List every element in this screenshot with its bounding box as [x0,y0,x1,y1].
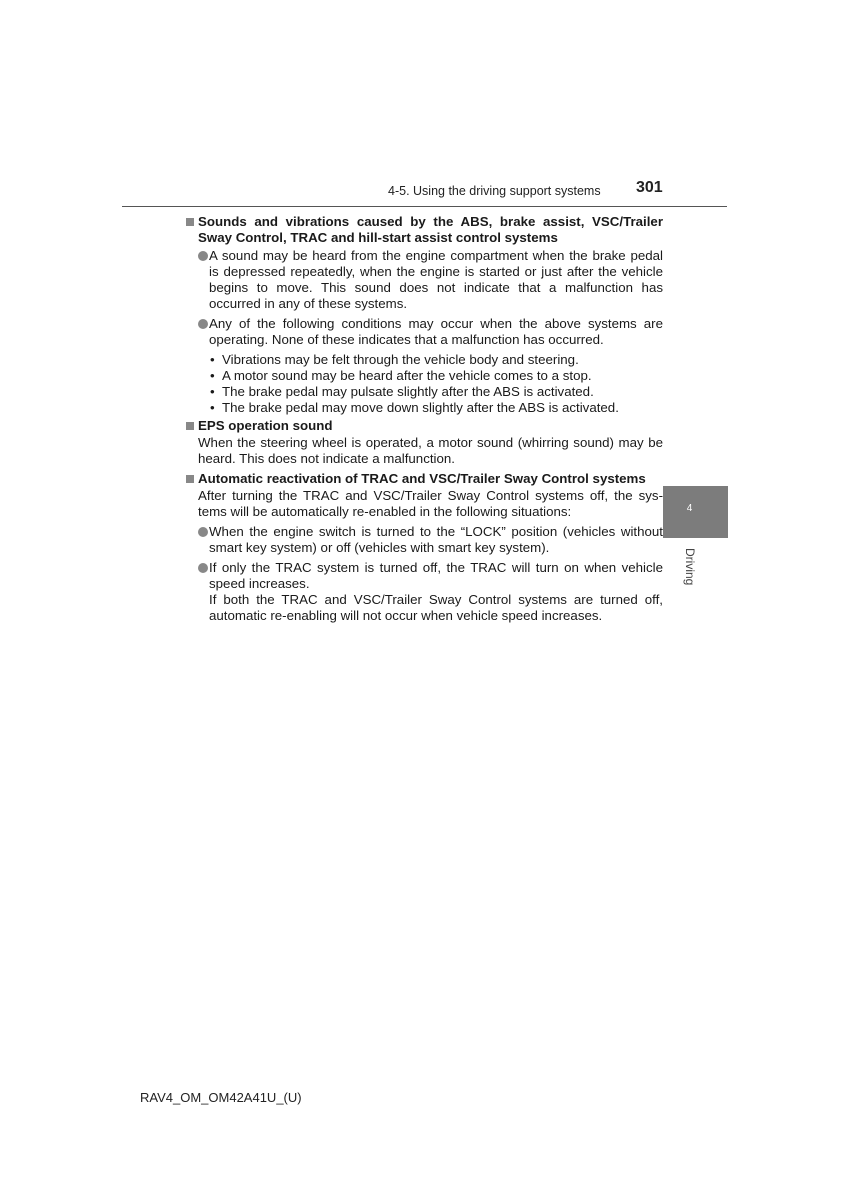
section-paragraph: After turning the TRAC and VSC/Trailer Sway Control systems off, the sys-tems will be automatically re-enabled in the following situations: [198,488,663,519]
dot-bullet-icon: • [210,400,215,415]
circle-bullet-icon [198,251,208,261]
page-number: 301 [636,179,663,196]
item-text: If only the TRAC system is turned off, the TRAC will turn on when vehicle speed increases. [209,560,663,591]
sub-bullet-item: • The brake pedal may pulsate slightly after the ABS is activated. [210,384,594,399]
sub-bullet-item: • A motor sound may be heard after the vehicle comes to a stop. [210,368,592,383]
square-bullet-icon [186,475,194,483]
header-rule [122,206,727,207]
chapter-label: Driving [683,548,697,586]
list-item [185,524,663,556]
item-text: A sound may be heard from the engine compartment when the brake pedal is depressed repeatedly, when the engine is started or just after the vehicle begins to move. This sound does not indicate that a malfunction has occurred in any of these systems. [209,248,663,311]
list-item [185,248,663,312]
sub-bullet-list [185,352,663,416]
dot-bullet-icon: • [210,368,215,383]
square-bullet-icon [186,422,194,430]
header-section-title: 4-5. Using the driving support systems [388,184,601,198]
circle-bullet-icon [198,319,208,329]
list-item [185,560,663,624]
footer-document-code: RAV4_OM_OM42A41U_(U) [140,1090,302,1105]
section-paragraph: When the steering wheel is operated, a motor sound (whirring sound) may be heard. This does not indicate a malfunction. [198,435,663,466]
circle-bullet-icon [198,563,208,573]
sub-bullet-item: • Vibrations may be felt through the vehicle body and steering. [210,352,579,367]
dot-bullet-icon: • [210,384,215,399]
section-heading: Sounds and vibrations caused by the ABS, brake assist, VSC/Trailer Sway Control, TRAC and hill-start assist control systems [185,214,663,246]
chapter-number: 4 [686,503,693,514]
item-text-continued: If both the TRAC and VSC/Trailer Sway Control systems are turned off, automatic re-enabling will not occur when vehicle speed increases. [209,592,663,623]
square-bullet-icon [186,218,194,226]
circle-bullet-icon [198,527,208,537]
item-text: When the engine switch is turned to the “LOCK” position (vehicles without smart key system) or off (vehicles with smart key system). [209,524,663,555]
section-heading: EPS operation sound [185,418,663,434]
chapter-tab [663,486,728,538]
section-heading: Automatic reactivation of TRAC and VSC/Trailer Sway Control systems [185,471,663,487]
item-text: Any of the following conditions may occur when the above systems are operating. None of these indicates that a malfunction has occurred. [209,316,663,347]
page-content [185,214,663,628]
sub-bullet-item: • The brake pedal may move down slightly after the ABS is activated. [210,400,619,415]
dot-bullet-icon: • [210,352,215,367]
list-item [185,316,663,348]
